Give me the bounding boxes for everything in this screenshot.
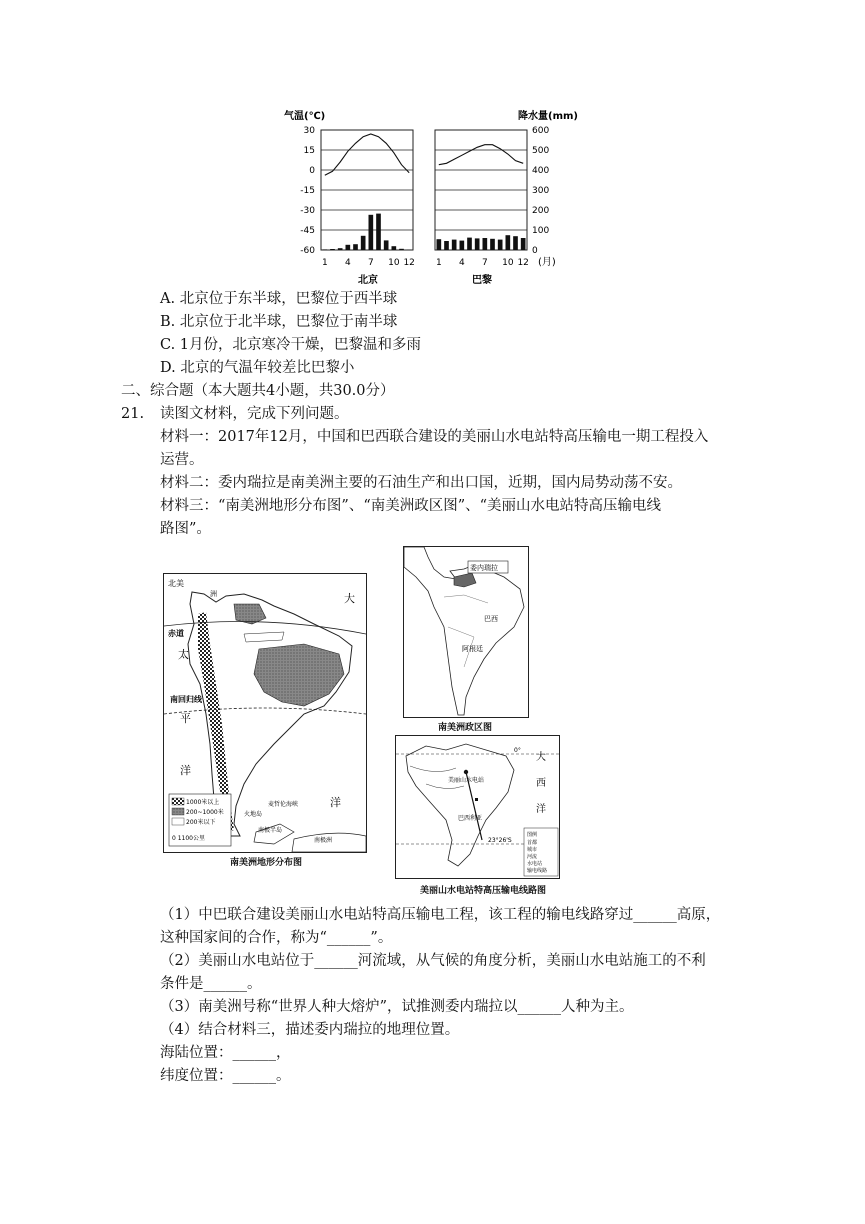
label-yang: 洋 bbox=[536, 804, 546, 815]
svg-text:水电站: 水电站 bbox=[527, 861, 543, 867]
powerline-caption: 美丽山水电站特高压输电线路图 bbox=[420, 886, 547, 896]
subq-4-sea-land: 海陆位置：______， bbox=[160, 1045, 291, 1061]
label-antarctic-peninsula: 南极半岛 bbox=[258, 827, 283, 834]
precip-bar bbox=[521, 238, 526, 250]
subq-2-line-1: （2）美丽山水电站位于______河流域，从气候的角度分析，美丽山水电站施工的不利 bbox=[160, 953, 706, 969]
subq-1-line-1: （1）中巴联合建设美丽山水电站特高压输电工程，该工程的输电线路穿过______高原， bbox=[160, 907, 721, 923]
paris-label: 巴黎 bbox=[472, 275, 492, 286]
precip-bar bbox=[376, 214, 381, 250]
svg-text:河流: 河流 bbox=[527, 854, 538, 860]
temp-tick-label: -15 bbox=[300, 186, 315, 196]
material-1-line-2: 运营。 bbox=[160, 452, 204, 468]
precip-bar bbox=[483, 238, 488, 250]
precip-bar bbox=[444, 241, 449, 250]
label-ping: 平 bbox=[180, 712, 191, 725]
subq-1-line-2: 这种国家间的合作，称为“______”。 bbox=[160, 930, 393, 946]
precip-bar bbox=[369, 215, 374, 250]
month-tick-label: 1 bbox=[321, 258, 328, 268]
question-intro: 读图文材料，完成下列问题。 bbox=[160, 406, 349, 422]
label-da: 大 bbox=[536, 752, 546, 763]
label-brasilia: 巴西利亚 bbox=[458, 815, 483, 822]
option-d: D. 北京的气温年较差比巴黎小 bbox=[160, 360, 355, 376]
label-magellan: 麦哲伦海峡 bbox=[268, 801, 299, 808]
political-caption: 南美洲政区图 bbox=[438, 723, 493, 733]
terrain-legend bbox=[169, 794, 231, 846]
option-c: C. 1月份，北京寒冷干燥，巴黎温和多雨 bbox=[160, 337, 422, 353]
svg-text:图例: 图例 bbox=[527, 832, 538, 838]
precip-tick-label: 200 bbox=[532, 206, 550, 216]
brazil-outline bbox=[406, 744, 514, 866]
temp-tick-label: -60 bbox=[300, 246, 315, 256]
precip-bar bbox=[353, 244, 358, 250]
subq-3: （3）南美洲号称“世界人种大熔炉”，试推测委内瑞拉以______人种为主。 bbox=[160, 999, 634, 1015]
hydro-station-marker bbox=[464, 770, 468, 774]
paris-chart-marks bbox=[437, 145, 526, 250]
temp-axis-title: 气温(℃) bbox=[284, 111, 326, 122]
month-tick-labels bbox=[322, 258, 529, 268]
svg-text:1000米以上: 1000米以上 bbox=[186, 799, 220, 806]
svg-text:输电线路: 输电线路 bbox=[527, 868, 548, 874]
climate-chart bbox=[280, 105, 580, 287]
precip-tick-label: 600 bbox=[532, 126, 550, 136]
svg-text:200~1000米: 200~1000米 bbox=[186, 809, 224, 816]
month-tick-label: 10 bbox=[388, 258, 400, 268]
temp-tick-label: 0 bbox=[309, 166, 315, 176]
subq-4: （4）结合材料三，描述委内瑞拉的地理位置。 bbox=[160, 1022, 460, 1038]
label-zero-deg: 0° bbox=[514, 747, 521, 754]
month-tick-label: 12 bbox=[517, 258, 529, 268]
svg-text:城市: 城市 bbox=[527, 847, 538, 853]
option-a: A. 北京位于东半球，巴黎位于西半球 bbox=[160, 291, 398, 307]
label-tai: 太 bbox=[178, 648, 189, 661]
temp-line bbox=[325, 134, 409, 175]
label-hydro-station: 美丽山水电站 bbox=[448, 777, 485, 784]
temp-tick-labels bbox=[300, 126, 315, 256]
subq-4-latitude: 纬度位置：______。 bbox=[160, 1068, 291, 1084]
precip-bar bbox=[506, 235, 511, 250]
precip-tick-label: 300 bbox=[532, 186, 550, 196]
precip-bar bbox=[513, 236, 518, 250]
label-tropic-lat: 23°26'S bbox=[488, 837, 512, 844]
powerline-map bbox=[395, 735, 560, 879]
political-map bbox=[403, 546, 529, 718]
beijing-chart-marks bbox=[323, 134, 412, 250]
precip-bar bbox=[384, 240, 389, 250]
month-unit: (月) bbox=[538, 257, 556, 268]
precip-tick-label: 0 bbox=[532, 246, 538, 256]
powerline-legend bbox=[524, 828, 558, 876]
material-1-line-1: 材料一：2017年12月，中国和巴西联合建设的美丽山水电站特高压输电一期工程投入 bbox=[160, 429, 709, 445]
svg-text:首都: 首都 bbox=[527, 840, 538, 846]
temp-line bbox=[439, 145, 523, 165]
precip-tick-label: 400 bbox=[532, 166, 550, 176]
material-3-line-1: 材料三：“南美洲地形分布图”、“南美洲政区图”、“美丽山水电站特高压输电线 bbox=[160, 498, 662, 514]
precip-bar bbox=[437, 239, 442, 250]
precip-bar bbox=[460, 241, 465, 250]
subq-2-line-2: 条件是______。 bbox=[160, 976, 262, 992]
month-tick-label: 7 bbox=[481, 258, 488, 268]
label-venezuela: 委内瑞拉 bbox=[470, 564, 498, 572]
precip-axis-title: 降水量(mm) bbox=[518, 111, 578, 122]
beijing-label: 北京 bbox=[358, 275, 378, 286]
precip-bar bbox=[323, 249, 328, 250]
temp-tick-label: 15 bbox=[303, 146, 315, 156]
svg-text:0 1100公里: 0 1100公里 bbox=[172, 835, 205, 842]
precip-bar bbox=[490, 239, 495, 250]
label-yang-atlantic: 洋 bbox=[330, 796, 341, 809]
label-tierra-del-fuego: 火地岛 bbox=[244, 811, 263, 818]
precip-tick-label: 500 bbox=[532, 146, 550, 156]
precip-bar bbox=[392, 246, 397, 250]
brasilia-marker bbox=[475, 798, 478, 801]
material-2: 材料二：委内瑞拉是南美洲主要的石油生产和出口国，近期，国内局势动荡不安。 bbox=[160, 475, 682, 491]
label-north-america: 北美 bbox=[168, 579, 184, 588]
precip-bar bbox=[467, 238, 472, 250]
precip-bar bbox=[361, 236, 366, 250]
precip-bar bbox=[346, 245, 351, 250]
precip-tick-label: 100 bbox=[532, 226, 550, 236]
month-tick-label: 10 bbox=[502, 258, 514, 268]
precip-bar bbox=[338, 248, 343, 250]
label-equator: 赤道 bbox=[168, 629, 184, 638]
option-b: B. 北京位于北半球，巴黎位于南半球 bbox=[160, 314, 398, 330]
precip-bar bbox=[452, 240, 457, 250]
material-3-line-2: 路图”。 bbox=[160, 521, 211, 537]
label-argentina: 阿根廷 bbox=[462, 645, 483, 653]
month-tick-label: 7 bbox=[367, 258, 374, 268]
month-tick-label: 12 bbox=[403, 258, 415, 268]
label-antarctica: 南极洲 bbox=[314, 837, 333, 844]
temp-tick-label: 30 bbox=[303, 126, 315, 136]
month-tick-label: 4 bbox=[344, 258, 351, 268]
label-tropic: 南回归线 bbox=[170, 695, 202, 704]
question-number: 21. bbox=[121, 406, 145, 422]
label-brazil: 巴西 bbox=[484, 615, 498, 623]
temp-tick-label: -30 bbox=[300, 206, 315, 216]
precip-bar bbox=[399, 249, 404, 250]
precip-bar bbox=[498, 240, 503, 250]
precip-bar bbox=[475, 238, 480, 250]
label-xi: 西 bbox=[536, 778, 546, 789]
label-zhou: 洲 bbox=[210, 590, 217, 598]
svg-text:200米以下: 200米以下 bbox=[186, 819, 216, 826]
label-yang-pacific: 洋 bbox=[180, 764, 191, 777]
month-tick-label: 4 bbox=[458, 258, 465, 268]
label-da: 大 bbox=[344, 592, 355, 605]
terrain-caption: 南美洲地形分布图 bbox=[230, 858, 303, 868]
section-heading: 二、综合题（本大题共4小题，共30.0分） bbox=[121, 383, 395, 399]
precip-tick-labels bbox=[532, 126, 549, 256]
month-tick-label: 1 bbox=[435, 258, 442, 268]
temp-tick-label: -45 bbox=[300, 226, 315, 236]
terrain-map bbox=[163, 573, 367, 853]
precip-bar bbox=[330, 249, 335, 250]
